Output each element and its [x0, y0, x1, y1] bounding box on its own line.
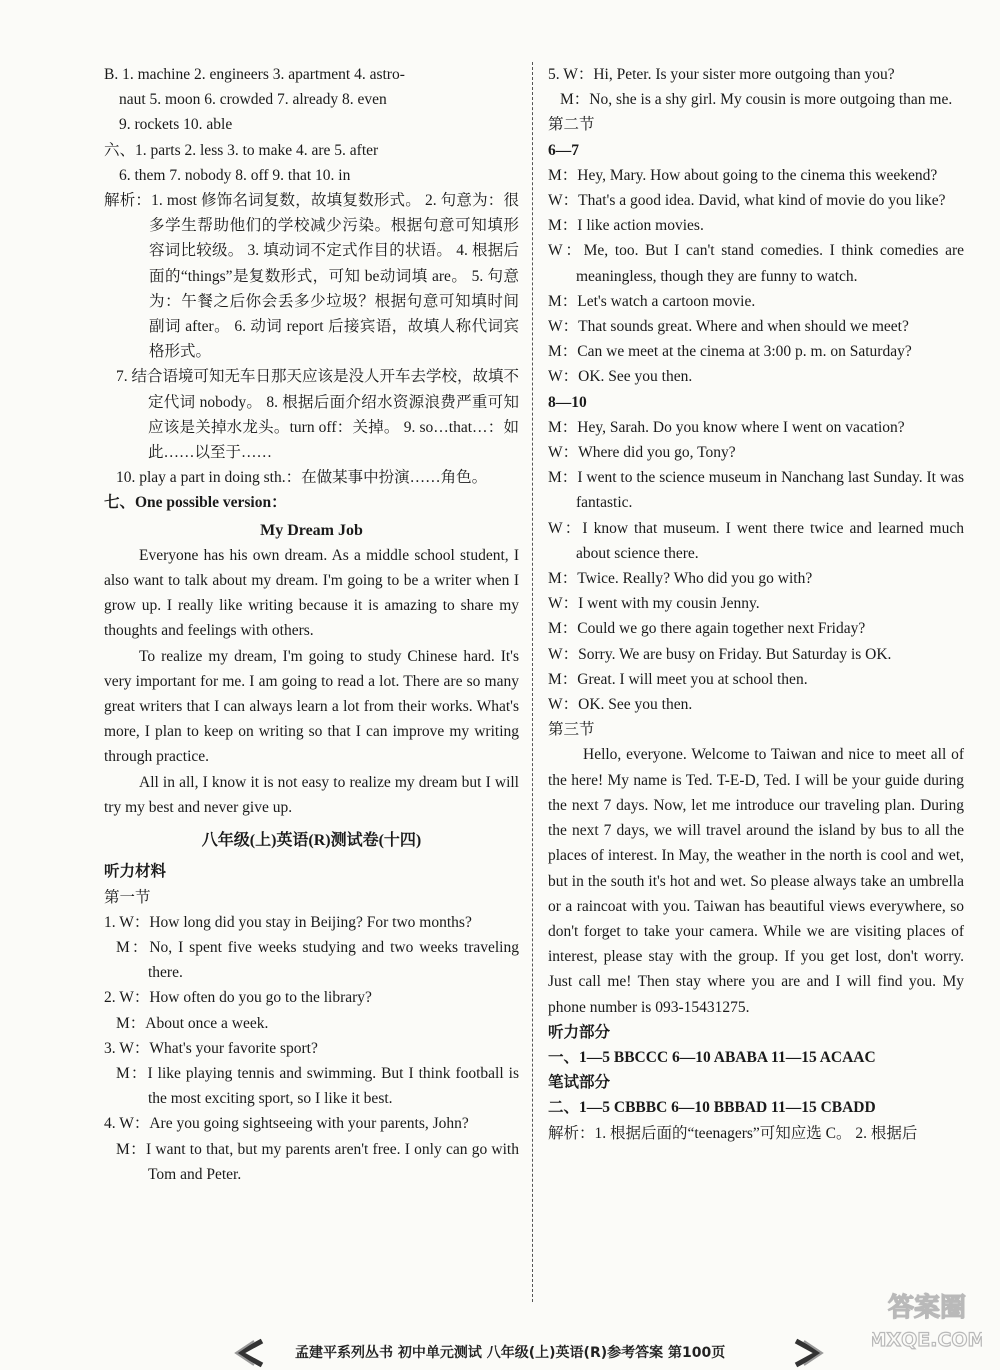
page-footer [0, 1338, 1000, 1368]
right-line: W：Sorry. We are busy on Friday. But Saturday is OK. [548, 645, 892, 663]
right-line: 第三节 [548, 721, 595, 739]
right-line: W：Me, too. But I can't stand comedies. I think comedies are meaningless, though they are funny to watch. [548, 242, 964, 285]
right-line: M：I like action movies. [548, 217, 704, 235]
footer-text: 孟建平系列丛书 初中单元测试 八年级(上)英语(R)参考答案 第100页 [295, 1345, 726, 1361]
right-line: W：That sounds great. Where and when should we meet? [548, 318, 909, 336]
left-line [104, 820, 519, 826]
right-line: W：I know that museum. I went there twice and learned much about science there. [548, 519, 964, 562]
right-line: M：I went to the science museum in Nanchang last Sunday. It was fantastic. [548, 469, 964, 512]
watermark-line1: 答案圈 [887, 1293, 967, 1323]
left-line: M：About once a week. [116, 1014, 269, 1032]
left-line: 4. W：Are you going sightseeing with your parents, John? [104, 1115, 469, 1133]
left-line: My Dream Job [260, 521, 363, 539]
right-line: 二、1—5 CBBBC 6—10 BBBAD 11—15 CBADD [548, 1099, 876, 1117]
left-line: 7. 结合语境可知无车日那天应该是没人开车去学校，故填不定代词 nobody。 8. 根据后面介绍水资源浪费严重可知应该是关掉水龙头。turn off：关掉。 9. so…that…：如此……以至于…… [116, 368, 520, 462]
right-line: M：Twice. Really? Who did you go with? [548, 570, 813, 588]
left-line: 2. W：How often do you go to the library? [104, 989, 372, 1007]
right-line: 5. W：Hi, Peter. Is your sister more outgoing than you? [548, 66, 895, 83]
right-line: W：Where did you go, Tony? [548, 444, 736, 462]
left-line: 八年级(上)英语(R)测试卷(十四) [201, 832, 422, 850]
watermark-graphic [872, 1278, 982, 1358]
left-line: M：I want to that, but my parents aren't free. I only can go with Tom and Peter. [116, 1140, 519, 1183]
right-line: W：OK. See you then. [548, 696, 693, 714]
right-line: M：No, she is a shy girl. My cousin is more outgoing than me. [560, 91, 953, 109]
left-line: 第一节 [104, 888, 151, 906]
chevron-left-icon [232, 1338, 268, 1368]
left-line: M：No, I spent five weeks studying and two weeks traveling there. [116, 938, 519, 982]
left-line: 六、1. parts 2. less 3. to make 4. are 5. after [104, 141, 379, 159]
left-line: To realize my dream, I'm going to study Chinese hard. It's very important for me. I am going to read a lot. There are so many great writers that I can always learn a lot from their works. What's more, I plan to keep on writing so that I can improve my writing through practice. [104, 647, 519, 766]
left-line: M：I like playing tennis and swimming. But I think football is the most exciting sport, so I like it best. [116, 1064, 519, 1108]
left-line: naut 5. moon 6. crowded 7. already 8. even [119, 91, 387, 109]
chevron-right-icon [790, 1338, 826, 1368]
right-line: 6—7 [548, 141, 579, 159]
right-line: W：I went with my cousin Jenny. [548, 595, 760, 613]
right-line: 一、1—5 BBCCC 6—10 ABABA 11—15 ACAAC [548, 1048, 876, 1066]
left-line: Everyone has his own dream. As a middle school student, I also want to talk about my dream. I'm going to be a writer when I grow up. I really like writing because it is amazing to share my thoughts and feelings with others. [104, 546, 519, 640]
left-line: 七、One possible version： [104, 494, 287, 512]
right-line: 第二节 [548, 116, 595, 134]
left-line: 1. W：How long did you stay in Beijing? For two months? [104, 913, 472, 931]
right-line: M：Can we meet at the cinema at 3:00 p. m. on Saturday? [548, 343, 912, 361]
left-line: 3. W：What's your favorite sport? [104, 1039, 318, 1057]
right-line: 笔试部分 [548, 1074, 611, 1092]
right-line: M：Hey, Sarah. Do you know where I went on vacation? [548, 418, 905, 436]
left-line: 10. play a part in doing sth.：在做某事中扮演……角色。 [116, 469, 488, 487]
left-line: All in all, I know it is not easy to realize my dream but I will try my best and never give up. [104, 773, 519, 816]
right-line: M：Let's watch a cartoon movie. [548, 292, 756, 310]
right-line: W：OK. See you then. [548, 368, 693, 386]
left-line: 听力材料 [104, 863, 167, 881]
right-line: Hello, everyone. Welcome to Taiwan and nice to meet all of the here! My name is Ted. T-E-D, Ted. I will be your guide during the next 7 days. Now, let me introduce our traveling plan. During the next 7 days, we will travel around the island by bus to all the places of interest. In May, the weather in the north is cool and wet, but in the south it's hot and wet. So please always take an umbrella or a raincoat with you. Taiwan has beautiful views everywhere, so don't forget to take your camera. While we are visiting places of interest, please stay with the group. If you get lost, don't worry. Just call me! Then stay where you are and I will find you. My phone number is 093-15431275. [548, 746, 964, 1016]
right-line: 8—10 [548, 393, 587, 411]
watermark-logo [872, 1278, 982, 1358]
left-line: B. 1. machine 2. engineers 3. apartment 4. astro- [104, 66, 405, 83]
left-column [104, 62, 519, 1187]
right-line: 听力部分 [548, 1023, 611, 1041]
right-line: W：That's a good idea. David, what kind of movie do you like? [548, 192, 946, 210]
right-line: M：Great. I will meet you at school then. [548, 670, 808, 688]
right-line: M：Could we go there again together next Friday? [548, 620, 866, 638]
watermark-line2: MXQE.COM [872, 1329, 982, 1351]
left-line: 6. them 7. nobody 8. off 9. that 10. in [119, 166, 351, 184]
column-divider [532, 62, 533, 1302]
right-line: 解析：1. 根据后面的“teenagers”可知应选 C。 2. 根据后 [548, 1124, 918, 1142]
right-column [548, 62, 964, 1146]
left-line: 解析：1. most 修饰名词复数，故填复数形式。 2. 句意为：很多学生帮助他们的学校减少污染。根据句意可知填形容词比较级。 3. 填动词不定式作目的状语。 4. 根据后面的“things”是复数形式，可知 be动词填 are。 5. 句意为：午餐之后你会丢多少垃圾？根据句意可知填时间副词 after。 6. 动词 report 后接宾语，故填人称代词宾格形式。 [104, 192, 519, 361]
left-line: 9. rockets 10. able [119, 116, 233, 134]
right-line: M：Hey, Mary. How about going to the cinema this weekend? [548, 166, 938, 184]
